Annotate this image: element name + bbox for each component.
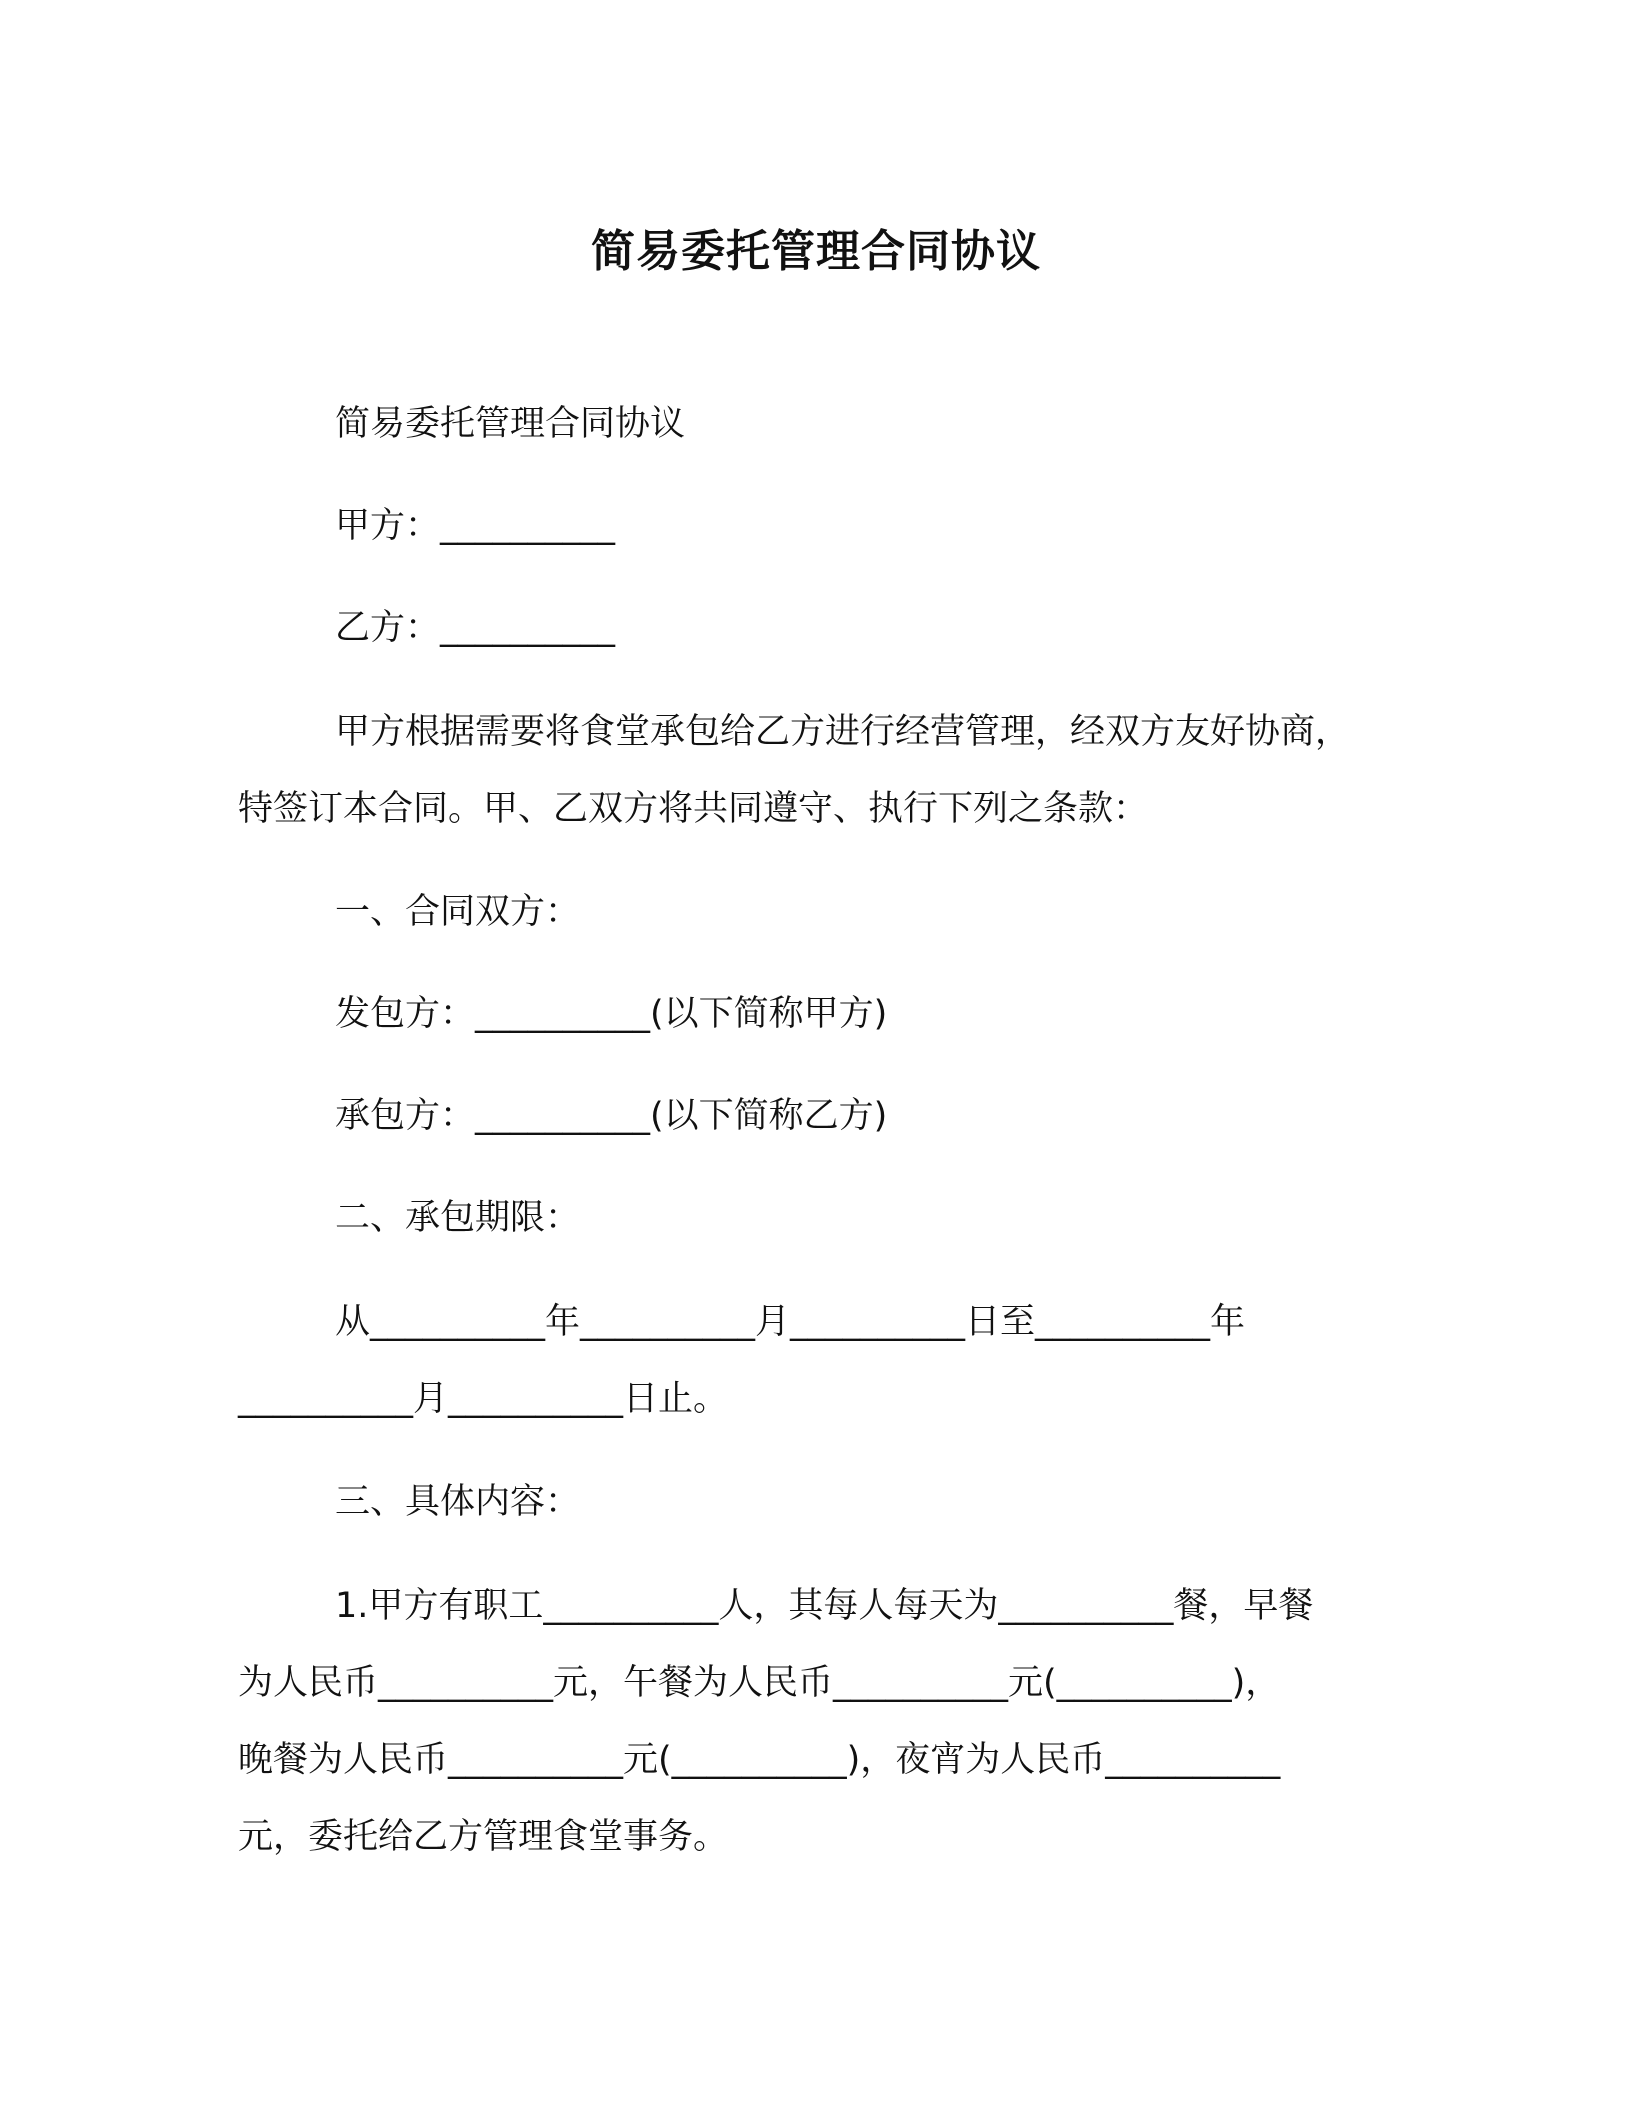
content-line-1: 1.甲方有职工__________人，其每人每天为__________餐，早餐	[335, 1586, 1314, 1626]
content-line-2: 为人民币__________元，午餐为人民币__________元(__________)，	[238, 1663, 1281, 1703]
section-1-heading-text: 一、合同双方：	[335, 892, 581, 932]
contractor-text: 发包方：__________(以下简称甲方)	[335, 994, 888, 1034]
document-title: 简易委托管理合同协议	[591, 226, 1041, 277]
section-3-heading	[238, 1464, 1418, 1541]
section-2-heading	[238, 1180, 1418, 1257]
term-line-2: __________月__________日止。	[238, 1379, 729, 1419]
section-3-heading-text: 三、具体内容：	[335, 1482, 581, 1522]
section-2-heading-text: 二、承包期限：	[335, 1198, 581, 1238]
intro-paragraph	[238, 694, 1418, 848]
party-b-line	[238, 590, 1418, 667]
contractee-text: 承包方：__________(以下简称乙方)	[335, 1096, 888, 1136]
contractor-line	[238, 976, 1418, 1053]
party-a-text: 甲方：__________	[335, 506, 616, 546]
subtitle-paragraph	[238, 386, 1418, 463]
content-line-4: 元，委托给乙方管理食堂事务。	[238, 1817, 729, 1857]
section-1-heading	[238, 874, 1418, 951]
subtitle-text: 简易委托管理合同协议	[335, 404, 686, 444]
term-paragraph	[238, 1284, 1418, 1438]
content-item-1	[238, 1568, 1418, 1876]
party-a-line	[238, 488, 1418, 565]
content-line-3: 晚餐为人民币__________元(__________)，夜宵为人民币__________	[238, 1740, 1281, 1780]
intro-line-1: 甲方根据需要将食堂承包给乙方进行经营管理，经双方友好协商，	[335, 712, 1351, 752]
party-b-text: 乙方：__________	[335, 608, 616, 648]
contractee-line	[238, 1078, 1418, 1155]
intro-line-2: 特签订本合同。甲、乙双方将共同遵守、执行下列之条款：	[238, 789, 1149, 829]
term-line-1: 从__________年__________月__________日至__________年	[335, 1302, 1246, 1342]
